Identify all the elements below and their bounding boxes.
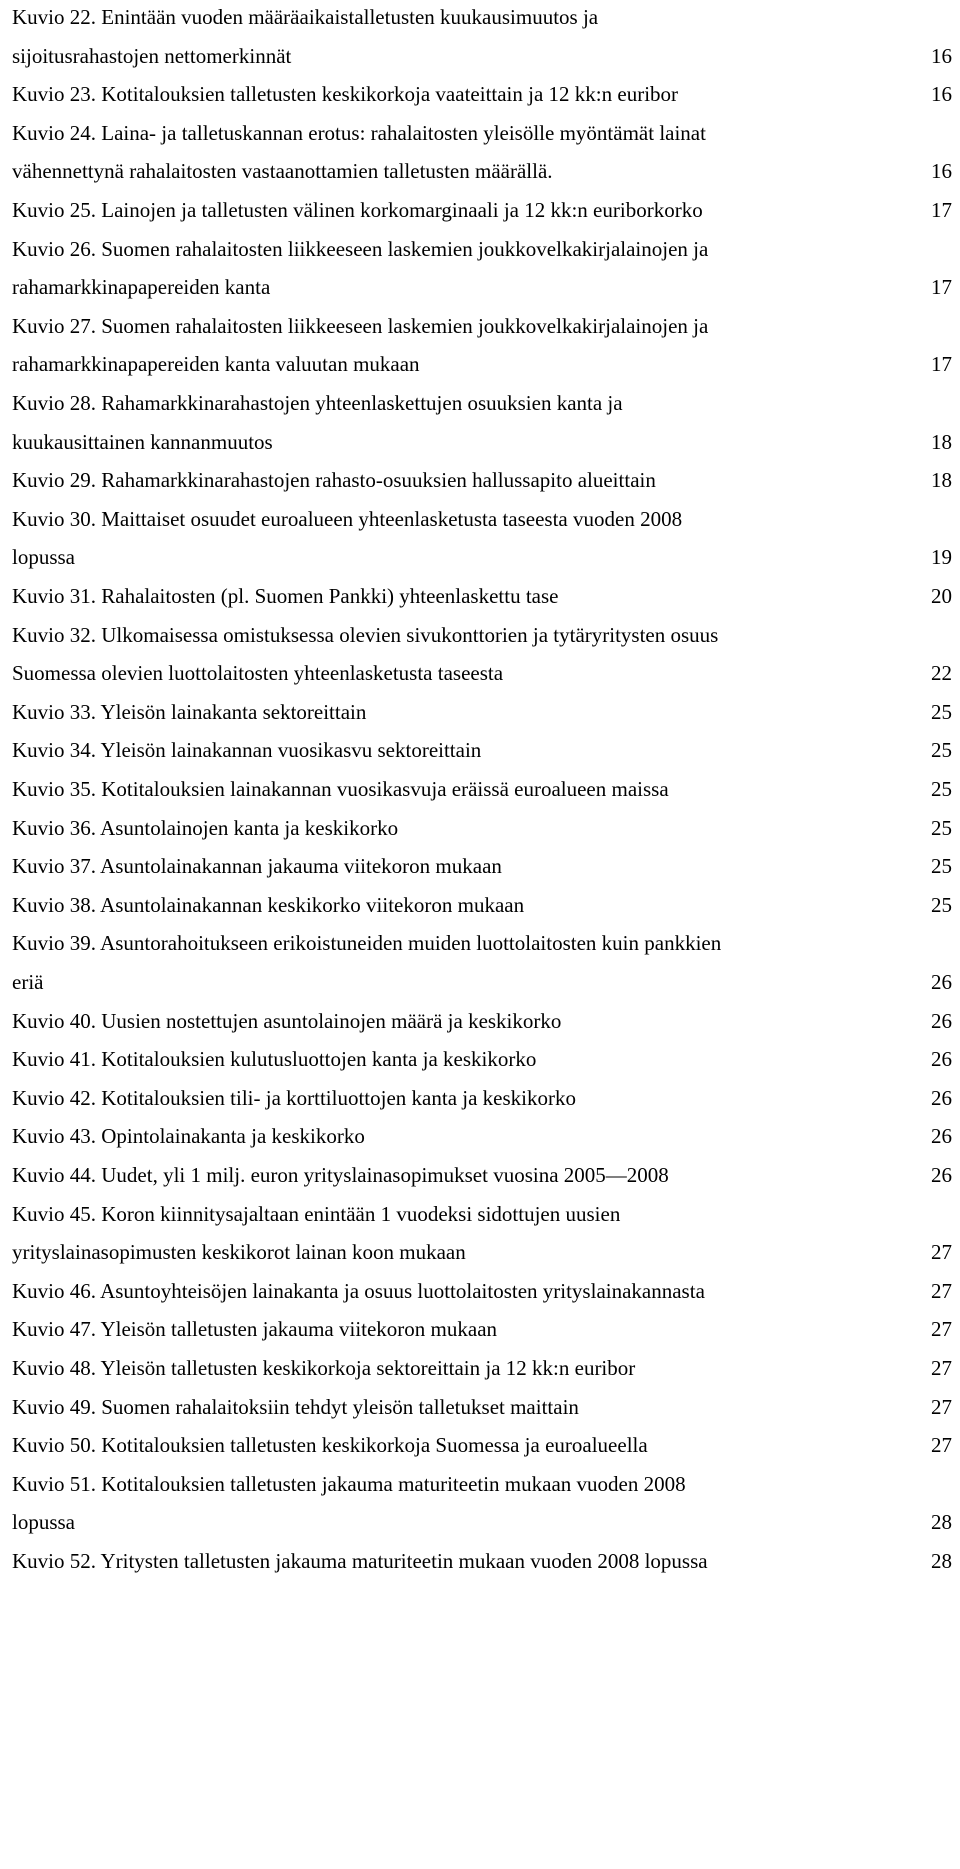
figure-list-item — [12, 1121, 952, 1160]
figure-page-number: 27 — [931, 1317, 952, 1342]
figure-title: Kuvio 45. Koron kiinnitysajaltaan enintään 1 vuodeksi sidottujen uusien — [12, 1201, 621, 1226]
figure-list-item — [12, 1276, 952, 1315]
figure-title: Kuvio 44. Uudet, yli 1 milj. euron yrityslainasopimukset vuosina 2005—2008 — [12, 1163, 669, 1187]
figure-title: Kuvio 23. Kotitalouksien talletusten keskikorkoja vaateittain ja 12 kk:n euribor — [12, 82, 679, 107]
figure-list-item — [12, 1392, 952, 1431]
figure-title: Kuvio 22. Enintään vuoden määräaikaistalletusten kuukausimuutos ja — [12, 5, 599, 29]
figure-title-continuation: sijoitusrahastojen nettomerkinnät — [12, 43, 292, 68]
figure-title: Kuvio 48. Yleisön talletusten keskikorkoja sektoreittain ja 12 kk:n euribor — [12, 1356, 636, 1380]
figure-title: Kuvio 37. Asuntolainakannan jakauma viitekoron mukaan — [12, 854, 502, 879]
figure-title-continuation: lopussa — [12, 545, 75, 570]
figure-title: Kuvio 46. Asuntoyhteisöjen lainakanta ja osuus luottolaitosten yrityslainakannasta — [12, 1278, 705, 1303]
figure-title: Kuvio 26. Suomen rahalaitosten liikkeeseen laskemien joukkovelkakirjalainojen ja — [12, 236, 709, 261]
figure-page-number: 17 — [931, 275, 952, 300]
figure-title-continuation: kuukausittainen kannanmuutos — [12, 429, 273, 454]
figure-list-item — [12, 311, 952, 388]
figure-title: Kuvio 27. Suomen rahalaitosten liikkeeseen laskemien joukkovelkakirjalainojen ja — [12, 313, 709, 338]
figure-title: Kuvio 30. Maittaiset osuudet euroalueen yhteenlasketusta taseesta vuoden 2008 — [12, 506, 683, 531]
figure-list-item — [12, 118, 952, 195]
figure-list-item — [12, 1160, 952, 1199]
figure-page-number: 18 — [931, 429, 952, 454]
figure-list-item — [12, 1430, 952, 1469]
figure-page-number: 26 — [931, 1085, 952, 1110]
figure-page-number: 27 — [931, 1433, 952, 1458]
figure-title: Kuvio 36. Asuntolainojen kanta ja keskikorko — [12, 815, 399, 840]
figure-page-number: 26 — [931, 1163, 952, 1187]
figure-page-number: 18 — [931, 468, 952, 493]
figure-title: Kuvio 42. Kotitalouksien tili- ja korttiluottojen kanta ja keskikorko — [12, 1085, 576, 1110]
figure-list-item — [12, 1199, 952, 1276]
figure-title: Kuvio 51. Kotitalouksien talletusten jakauma maturiteetin mukaan vuoden 2008 — [12, 1471, 686, 1496]
figure-list-item — [12, 1546, 952, 1585]
figure-title-continuation: eriä — [12, 969, 44, 994]
figure-page-number: 25 — [931, 699, 952, 724]
figure-page-number: 27 — [931, 1356, 952, 1380]
figure-title-continuation: Suomessa olevien luottolaitosten yhteenlasketusta taseesta — [12, 661, 504, 686]
figure-title: Kuvio 47. Yleisön talletusten jakauma viitekoron mukaan — [12, 1317, 498, 1342]
figure-title: Kuvio 28. Rahamarkkinarahastojen yhteenlaskettujen osuuksien kanta ja — [12, 391, 623, 415]
figure-page-number: 28 — [931, 1549, 952, 1573]
figure-title-continuation: rahamarkkinapapereiden kanta valuutan mukaan — [12, 352, 420, 377]
figure-list-item — [12, 735, 952, 774]
figure-title: Kuvio 40. Uusien nostettujen asuntolainojen määrä ja keskikorko — [12, 1008, 562, 1033]
figure-page-number: 22 — [931, 661, 952, 686]
figure-list-item — [12, 620, 952, 697]
figure-title: Kuvio 31. Rahalaitosten (pl. Suomen Pankki) yhteenlaskettu tase — [12, 584, 559, 608]
figure-list-item — [12, 388, 952, 465]
figure-page-number: 26 — [931, 1047, 952, 1072]
figure-title-continuation: yrityslainasopimusten keskikorot lainan koon mukaan — [12, 1240, 466, 1265]
figure-list-item — [12, 2, 952, 79]
figure-page-number: 27 — [931, 1278, 952, 1303]
figure-page-number: 26 — [931, 1124, 952, 1149]
figure-page-number: 20 — [931, 584, 952, 608]
figure-title-continuation: rahamarkkinapapereiden kanta — [12, 275, 271, 300]
figure-page-number: 16 — [931, 43, 952, 68]
figure-title: Kuvio 32. Ulkomaisessa omistuksessa olevien sivukonttorien ja tytäryritysten osuus — [12, 622, 719, 647]
figure-list-item — [12, 195, 952, 234]
figure-title: Kuvio 50. Kotitalouksien talletusten keskikorkoja Suomessa ja euroalueella — [12, 1433, 648, 1458]
figure-page-number: 27 — [931, 1394, 952, 1419]
figure-page-number: 17 — [931, 352, 952, 377]
figure-title: Kuvio 29. Rahamarkkinarahastojen rahasto-osuuksien hallussapito alueittain — [12, 468, 656, 493]
figure-title: Kuvio 35. Kotitalouksien lainakannan vuosikasvuja eräissä euroalueen maissa — [12, 777, 669, 801]
figure-list-item — [12, 890, 952, 929]
figure-page-number: 26 — [931, 969, 952, 994]
figure-list-item — [12, 1353, 952, 1392]
figure-list-item — [12, 1314, 952, 1353]
figure-title: Kuvio 33. Yleisön lainakanta sektoreittain — [12, 699, 367, 724]
figure-page-number: 19 — [931, 545, 952, 570]
figure-page-number: 27 — [931, 1240, 952, 1265]
figure-page-number: 16 — [931, 159, 952, 184]
figure-title: Kuvio 38. Asuntolainakannan keskikorko viitekoron mukaan — [12, 892, 525, 917]
figure-title: Kuvio 34. Yleisön lainakannan vuosikasvu sektoreittain — [12, 738, 482, 763]
figure-title: Kuvio 49. Suomen rahalaitoksiin tehdyt yleisön talletukset maittain — [12, 1394, 579, 1419]
figure-title-continuation: lopussa — [12, 1510, 75, 1535]
figure-title: Kuvio 43. Opintolainakanta ja keskikorko — [12, 1124, 365, 1149]
figure-list-item — [12, 234, 952, 311]
figure-title-continuation: vähennettynä rahalaitosten vastaanottamien talletusten määrällä. — [12, 159, 553, 184]
figure-list-item — [12, 697, 952, 736]
figure-list-item — [12, 813, 952, 852]
figure-page-number: 25 — [931, 777, 952, 801]
figure-page-number: 25 — [931, 815, 952, 840]
figure-list-item — [12, 851, 952, 890]
figure-title: Kuvio 24. Laina- ja talletuskannan erotus: rahalaitosten yleisölle myöntämät lainat — [12, 120, 706, 145]
figure-list-item — [12, 1083, 952, 1122]
figure-list-item — [12, 774, 952, 813]
figure-list-item — [12, 928, 952, 1005]
figure-title: Kuvio 25. Lainojen ja talletusten välinen korkomarginaali ja 12 kk:n euriborkorko — [12, 198, 703, 222]
figure-list-item — [12, 1469, 952, 1546]
figure-page-number: 16 — [931, 82, 952, 107]
figure-page-number: 26 — [931, 1008, 952, 1033]
figure-page-number: 25 — [931, 892, 952, 917]
figure-list-item — [12, 1044, 952, 1083]
figure-title: Kuvio 39. Asuntorahoitukseen erikoistuneiden muiden luottolaitosten kuin pankkien — [12, 931, 722, 956]
figure-page-number: 25 — [931, 854, 952, 879]
figure-list-item — [12, 504, 952, 581]
figure-title: Kuvio 52. Yritysten talletusten jakauma maturiteetin mukaan vuoden 2008 lopussa — [12, 1549, 708, 1573]
figure-list-item — [12, 581, 952, 620]
figure-list-item — [12, 465, 952, 504]
figure-list-item — [12, 1006, 952, 1045]
figure-title: Kuvio 41. Kotitalouksien kulutusluottojen kanta ja keskikorko — [12, 1047, 537, 1072]
figure-page-number: 28 — [931, 1510, 952, 1535]
figure-list-item — [12, 79, 952, 118]
figure-page-number: 25 — [931, 738, 952, 763]
figure-page-number: 17 — [931, 198, 952, 222]
